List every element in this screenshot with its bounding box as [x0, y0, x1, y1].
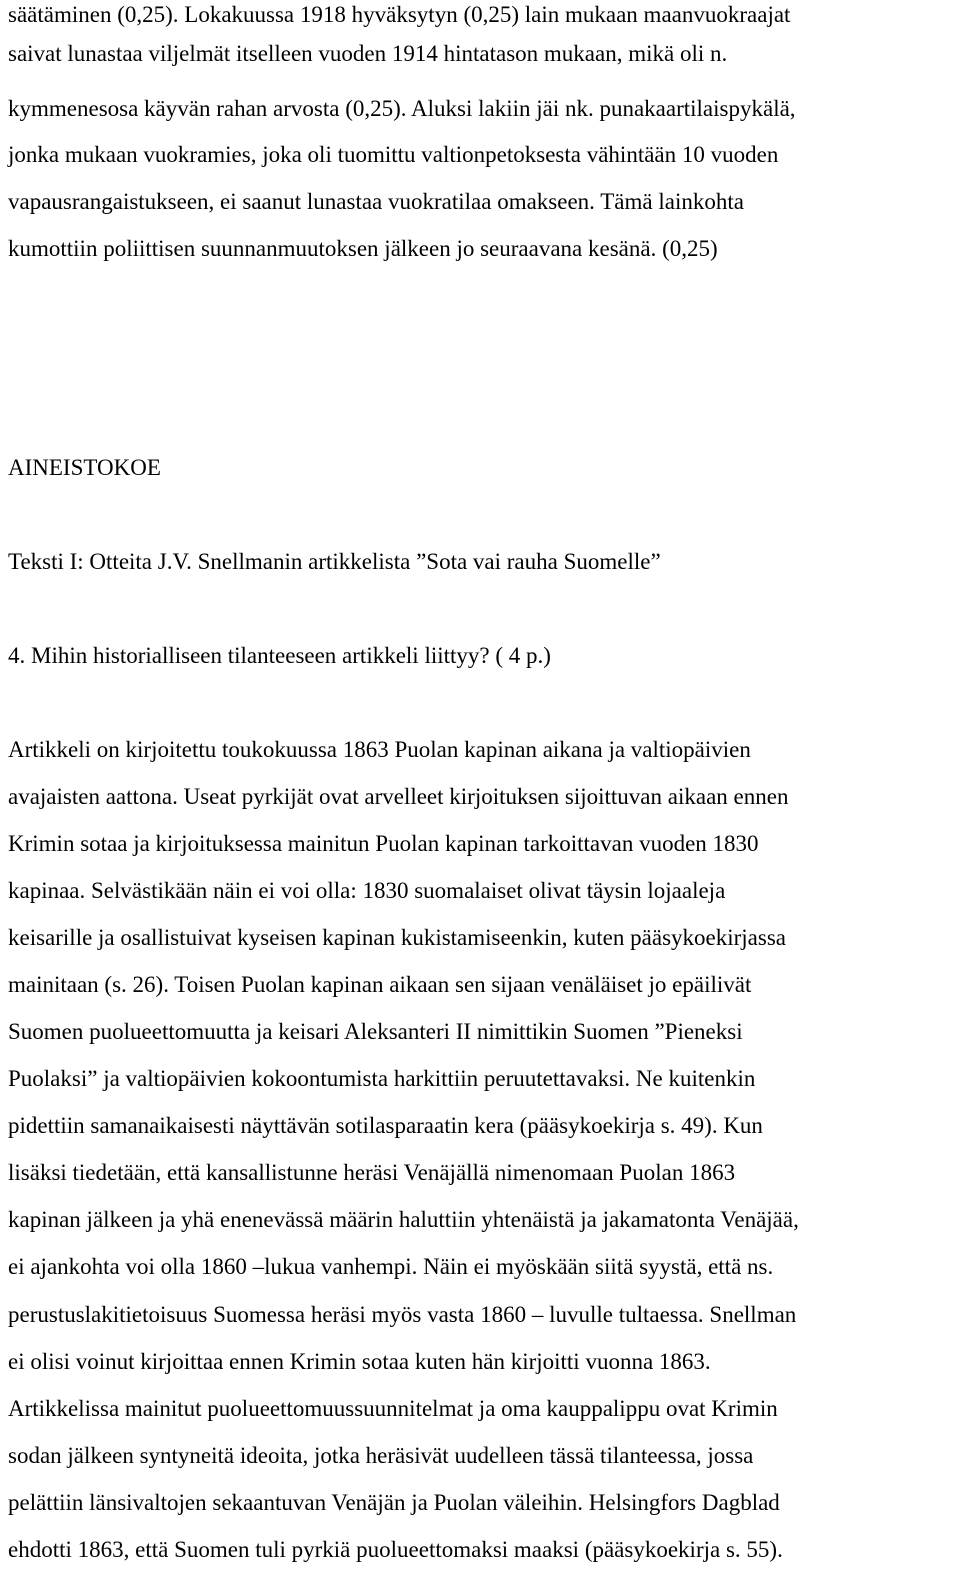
- question: 4. Mihin historialliseen tilanteeseen artikkeli liittyy? ( 4 p.): [8, 643, 551, 668]
- text-line: Artikkelissa mainitut puolueettomuussuunnitelmat ja oma kauppalippu ovat Krimin: [8, 1396, 778, 1421]
- text-line: ei ajankohta voi olla 1860 –lukua vanhempi. Näin ei myöskään siitä syystä, että ns.: [8, 1254, 774, 1279]
- text-line: ei olisi voinut kirjoittaa ennen Krimin sotaa kuten hän kirjoitti vuonna 1863.: [8, 1349, 711, 1374]
- text-heading: Teksti I: Otteita J.V. Snellmanin artikkelista ”Sota vai rauha Suomelle”: [8, 549, 661, 574]
- text-line: perustuslakitietoisuus Suomessa heräsi myös vasta 1860 – luvulle tultaessa. Snellman: [8, 1302, 797, 1327]
- text-line: kumottiin poliittisen suunnanmuutoksen jälkeen jo seuraavana kesänä. (0,25): [8, 236, 718, 261]
- text-line: saivat lunastaa viljelmät itselleen vuoden 1914 hintatason mukaan, mikä oli n.: [8, 41, 728, 66]
- text-line: Krimin sotaa ja kirjoituksessa mainitun Puolan kapinan tarkoittavan vuoden 1830: [8, 831, 759, 856]
- text-line: Puolaksi” ja valtiopäivien kokoontumista harkittiin peruutettavaksi. Ne kuitenkin: [8, 1066, 756, 1091]
- text-line: mainitaan (s. 26). Toisen Puolan kapinan aikaan sen sijaan venäläiset jo epäilivät: [8, 972, 752, 997]
- section-title: AINEISTOKOE: [8, 455, 161, 480]
- text-line: lisäksi tiedetään, että kansallistunne heräsi Venäjällä nimenomaan Puolan 1863: [8, 1160, 736, 1185]
- text-line: Artikkeli on kirjoitettu toukokuussa 1863 Puolan kapinan aikana ja valtiopäivien: [8, 737, 751, 762]
- text-line: kapinan jälkeen ja yhä enenevässä määrin haluttiin yhtenäistä ja jakamatonta Venäjää,: [8, 1207, 799, 1232]
- text-line: vapausrangaistukseen, ei saanut lunastaa vuokratilaa omakseen. Tämä lainkohta: [8, 189, 744, 214]
- text-line: pelättiin länsivaltojen sekaantuvan Venäjän ja Puolan väleihin. Helsingfors Dagblad: [8, 1490, 780, 1515]
- text-line: jonka mukaan vuokramies, joka oli tuomittu valtionpetoksesta vähintään 10 vuoden: [8, 142, 779, 167]
- text-line: Suomen puolueettomuutta ja keisari Aleksanteri II nimittikin Suomen ”Pieneksi: [8, 1019, 743, 1044]
- text-line: sodan jälkeen syntyneitä ideoita, jotka heräsivät uudelleen tässä tilanteessa, jossa: [8, 1443, 754, 1468]
- text-line: kapinaa. Selvästikään näin ei voi olla: 1830 suomalaiset olivat täysin lojaaleja: [8, 878, 726, 903]
- text-line: ehdotti 1863, että Suomen tuli pyrkiä puolueettomaksi maaksi (pääsykoekirja s. 55).: [8, 1537, 783, 1562]
- text-line: avajaisten aattona. Useat pyrkijät ovat arvelleet kirjoituksen sijoittuvan aikaan ennen: [8, 784, 789, 809]
- text-line: kymmenesosa käyvän rahan arvosta (0,25). Aluksi lakiin jäi nk. punakaartilaispykälä,: [8, 96, 796, 121]
- text-line: pidettiin samanaikaisesti näyttävän sotilasparaatin kera (pääsykoekirja s. 49). Kun: [8, 1113, 763, 1138]
- text-line: säätäminen (0,25). Lokakuussa 1918 hyväksytyn (0,25) lain mukaan maanvuokraajat: [8, 2, 791, 27]
- text-line: keisarille ja osallistuivat kyseisen kapinan kukistamiseenkin, kuten pääsykoekirjassa: [8, 925, 786, 950]
